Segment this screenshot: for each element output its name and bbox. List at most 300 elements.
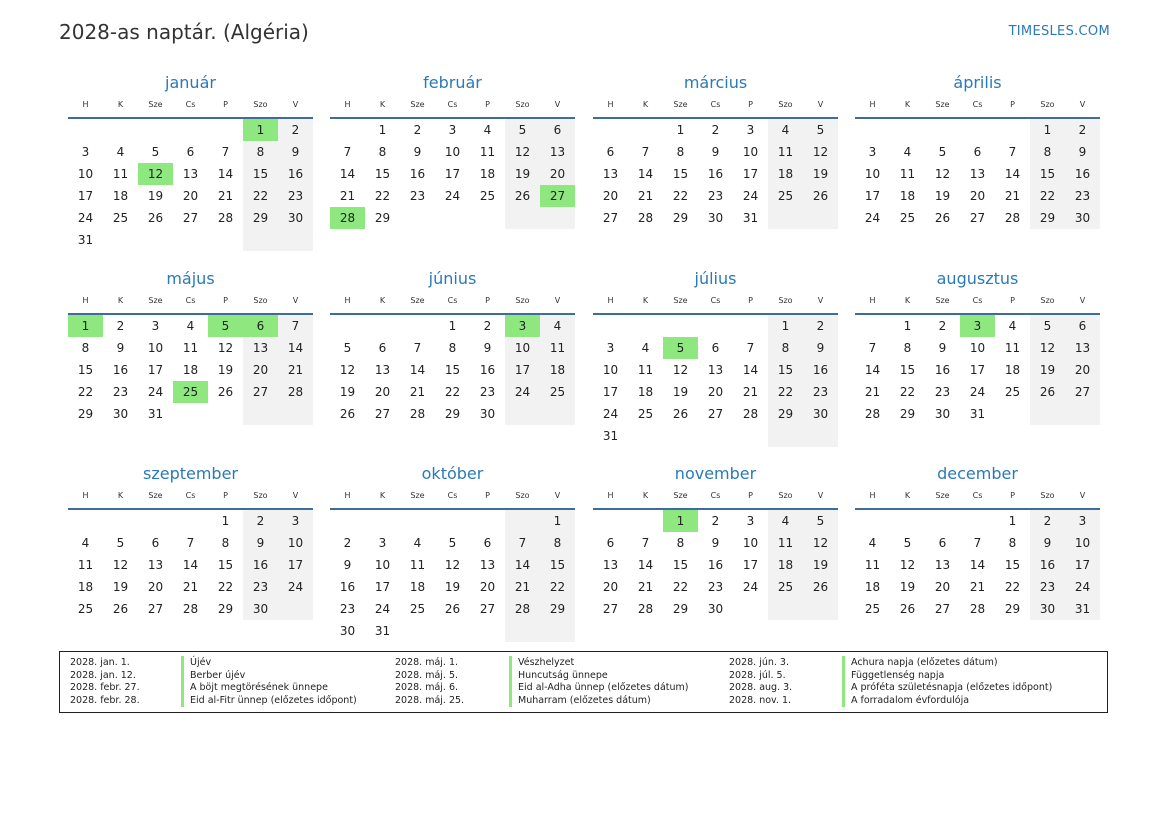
day-cell: 28: [637, 602, 654, 616]
day-cell: 13: [540, 141, 575, 163]
day-cell: 7: [413, 341, 422, 355]
day-cell: 24: [742, 580, 759, 594]
day-cell: 1: [243, 119, 278, 141]
weekday-label: V: [1079, 296, 1086, 305]
day-cell: 29: [217, 602, 234, 616]
empty-cell: [733, 425, 768, 447]
month-name: október: [421, 464, 484, 483]
day-cell: 26: [672, 407, 689, 421]
day-cell: 26: [112, 602, 129, 616]
legend-date: 2028. jan. 1.: [70, 657, 130, 668]
day-cell: 15: [672, 558, 689, 572]
weekday-label: Sze: [148, 100, 163, 109]
day-cell: 29: [1004, 602, 1021, 616]
day-cell: 28: [1004, 211, 1021, 225]
day-cell: 12: [934, 167, 951, 181]
day-cell: 5: [208, 315, 243, 337]
legend-date: 2028. aug. 3.: [729, 682, 793, 693]
day-cell: 30: [479, 407, 496, 421]
empty-cell: [628, 119, 663, 141]
weekday-label: Sze: [673, 491, 688, 500]
empty-cell: [733, 598, 768, 620]
weekday-label: H: [344, 296, 351, 305]
day-cell: 19: [803, 554, 838, 576]
day-cell: 2: [938, 319, 947, 333]
day-cell: 13: [602, 167, 619, 181]
weekday-header: [330, 489, 575, 503]
weekday-label: Cs: [185, 100, 196, 109]
legend-date: 2028. jan. 12.: [70, 669, 136, 681]
day-cell: 18: [540, 359, 575, 381]
day-cell: 1: [663, 510, 698, 532]
month-4: [68, 269, 313, 425]
day-cell: 16: [803, 359, 838, 381]
day-cell: 20: [374, 385, 391, 399]
day-cell: 9: [278, 141, 313, 163]
day-cell: 8: [1008, 536, 1017, 550]
day-cell: 19: [217, 363, 234, 377]
day-cell: 14: [505, 554, 540, 576]
day-cell: 29: [1030, 207, 1065, 229]
legend-date: 2028. máj. 5.: [395, 669, 459, 681]
day-cell: 3: [1065, 510, 1100, 532]
day-cell: 30: [1065, 207, 1100, 229]
day-cell: 5: [505, 119, 540, 141]
day-cell: 17: [1065, 554, 1100, 576]
day-cell: 21: [742, 385, 759, 399]
weekday-label: V: [817, 100, 824, 109]
weekday-label: K: [904, 491, 911, 500]
day-cell: 1: [68, 315, 103, 337]
day-cell: 15: [374, 167, 391, 181]
day-cell: 26: [505, 185, 540, 207]
day-cell: 20: [540, 163, 575, 185]
weekday-header: [68, 98, 313, 112]
weekday-label: K: [642, 491, 649, 500]
empty-cell: [365, 315, 400, 337]
day-cell: 27: [707, 407, 724, 421]
day-cell: 29: [444, 407, 461, 421]
day-cell: 12: [899, 558, 916, 572]
day-cell: 28: [217, 211, 234, 225]
weekday-label: Sze: [410, 296, 425, 305]
month-5: [330, 269, 575, 425]
day-cell: 24: [77, 211, 94, 225]
day-cell: 15: [77, 363, 94, 377]
day-cell: 11: [182, 341, 199, 355]
day-cell: 17: [742, 558, 759, 572]
day-cell: 4: [116, 145, 125, 159]
day-cell: 7: [221, 145, 230, 159]
weekday-label: K: [904, 100, 911, 109]
empty-cell: [698, 315, 733, 337]
legend-date: 2028. máj. 1.: [395, 657, 459, 668]
weekday-label: Szo: [515, 296, 530, 305]
empty-cell: [435, 510, 470, 532]
day-cell: 9: [243, 532, 278, 554]
day-cell: 5: [1030, 315, 1065, 337]
weekday-header: [855, 98, 1100, 112]
weekday-label: Cs: [447, 296, 458, 305]
day-cell: 22: [444, 385, 461, 399]
empty-cell: [890, 119, 925, 141]
day-cell: 15: [444, 363, 461, 377]
day-grid: [330, 315, 575, 425]
empty-cell: [173, 119, 208, 141]
weekday-header: [855, 294, 1100, 308]
day-cell: 28: [864, 407, 881, 421]
day-cell: 14: [217, 167, 234, 181]
empty-cell: [243, 403, 278, 425]
weekday-label: Cs: [710, 491, 721, 500]
day-cell: 15: [1004, 558, 1021, 572]
day-cell: 31: [602, 429, 619, 443]
day-cell: 28: [330, 207, 365, 229]
month-9: [330, 464, 575, 642]
day-cell: 22: [899, 385, 916, 399]
day-cell: 19: [147, 189, 164, 203]
day-cell: 28: [505, 598, 540, 620]
day-cell: 6: [378, 341, 387, 355]
day-cell: 27: [243, 381, 278, 403]
day-cell: 16: [278, 163, 313, 185]
empty-cell: [855, 119, 890, 141]
empty-cell: [540, 207, 575, 229]
day-cell: 4: [641, 341, 650, 355]
day-cell: 6: [186, 145, 195, 159]
day-cell: 5: [151, 145, 160, 159]
month-name: május: [166, 269, 215, 288]
day-cell: 26: [899, 602, 916, 616]
empty-cell: [540, 620, 575, 642]
empty-cell: [365, 510, 400, 532]
month-name: április: [953, 73, 1002, 92]
day-cell: 3: [278, 510, 313, 532]
weekday-label: V: [292, 100, 299, 109]
day-cell: 20: [934, 580, 951, 594]
day-cell: 4: [81, 536, 90, 550]
day-cell: 16: [934, 363, 951, 377]
day-cell: 23: [243, 576, 278, 598]
empty-cell: [505, 207, 540, 229]
day-cell: 4: [1008, 319, 1017, 333]
weekday-label: Sze: [935, 491, 950, 500]
day-cell: 22: [1030, 185, 1065, 207]
empty-cell: [663, 315, 698, 337]
month-name: június: [428, 269, 477, 288]
day-cell: 26: [217, 385, 234, 399]
legend-date: 2028. máj. 6.: [395, 682, 459, 693]
day-cell: 9: [116, 341, 125, 355]
day-cell: 28: [278, 381, 313, 403]
weekday-label: V: [292, 491, 299, 500]
empty-cell: [768, 598, 803, 620]
day-cell: 2: [278, 119, 313, 141]
day-cell: 21: [969, 580, 986, 594]
day-cell: 11: [768, 141, 803, 163]
day-cell: 17: [602, 385, 619, 399]
empty-cell: [733, 315, 768, 337]
day-cell: 18: [768, 163, 803, 185]
day-cell: 10: [742, 536, 759, 550]
day-cell: 7: [868, 341, 877, 355]
day-cell: 16: [409, 167, 426, 181]
day-cell: 23: [479, 385, 496, 399]
weekday-label: V: [554, 100, 561, 109]
day-cell: 12: [112, 558, 129, 572]
empty-cell: [208, 229, 243, 251]
day-cell: 6: [711, 341, 720, 355]
day-cell: 28: [742, 407, 759, 421]
empty-cell: [505, 510, 540, 532]
day-cell: 5: [448, 536, 457, 550]
weekday-label: V: [1079, 491, 1086, 500]
day-cell: 12: [1030, 337, 1065, 359]
weekday-label: Cs: [447, 491, 458, 500]
empty-cell: [173, 229, 208, 251]
day-cell: 14: [742, 363, 759, 377]
weekday-label: K: [117, 491, 124, 500]
legend-holiday-name: A forradalom évfordulója: [842, 694, 969, 707]
day-cell: 24: [278, 576, 313, 598]
empty-cell: [470, 510, 505, 532]
empty-cell: [400, 620, 435, 642]
weekday-label: P: [1010, 491, 1015, 500]
weekday-label: H: [344, 491, 351, 500]
day-cell: 1: [768, 315, 803, 337]
legend-holiday-name: Függetlenség napja: [842, 669, 944, 682]
day-cell: 6: [938, 536, 947, 550]
day-cell: 29: [374, 211, 391, 225]
empty-cell: [628, 510, 663, 532]
day-cell: 3: [960, 315, 995, 337]
day-cell: 13: [374, 363, 391, 377]
empty-cell: [68, 510, 103, 532]
day-cell: 25: [540, 381, 575, 403]
day-cell: 23: [707, 189, 724, 203]
day-cell: 4: [483, 123, 492, 137]
day-cell: 15: [768, 359, 803, 381]
day-cell: 7: [973, 536, 982, 550]
day-cell: 10: [374, 558, 391, 572]
day-cell: 17: [505, 359, 540, 381]
day-cell: 12: [444, 558, 461, 572]
empty-cell: [1065, 403, 1100, 425]
day-cell: 31: [374, 624, 391, 638]
day-cell: 1: [448, 319, 457, 333]
month-name: augusztus: [936, 269, 1019, 288]
day-cell: 5: [938, 145, 947, 159]
day-cell: 18: [768, 554, 803, 576]
empty-cell: [278, 403, 313, 425]
empty-cell: [330, 510, 365, 532]
empty-cell: [593, 119, 628, 141]
day-cell: 22: [243, 185, 278, 207]
weekday-label: H: [869, 296, 876, 305]
day-cell: 12: [672, 363, 689, 377]
empty-cell: [435, 207, 470, 229]
empty-cell: [400, 315, 435, 337]
weekday-label: P: [1010, 296, 1015, 305]
day-cell: 31: [742, 211, 759, 225]
weekday-header: [330, 98, 575, 112]
empty-cell: [925, 119, 960, 141]
weekday-label: K: [642, 100, 649, 109]
day-cell: 30: [707, 211, 724, 225]
day-cell: 3: [606, 341, 615, 355]
month-name: február: [423, 73, 482, 92]
empty-cell: [925, 510, 960, 532]
weekday-label: Szo: [1040, 491, 1055, 500]
day-cell: 10: [77, 167, 94, 181]
day-cell: 29: [77, 407, 94, 421]
day-cell: 12: [217, 341, 234, 355]
day-cell: 4: [540, 315, 575, 337]
day-cell: 18: [77, 580, 94, 594]
month-11: [855, 464, 1100, 620]
empty-cell: [855, 315, 890, 337]
day-cell: 22: [768, 381, 803, 403]
day-cell: 13: [182, 167, 199, 181]
day-cell: 8: [676, 536, 685, 550]
weekday-label: Cs: [447, 100, 458, 109]
day-cell: 24: [374, 602, 391, 616]
day-cell: 22: [540, 576, 575, 598]
day-cell: 1: [378, 123, 387, 137]
day-cell: 16: [243, 554, 278, 576]
day-cell: 7: [641, 145, 650, 159]
day-cell: 7: [278, 315, 313, 337]
day-cell: 18: [1004, 363, 1021, 377]
day-cell: 2: [711, 123, 720, 137]
day-cell: 3: [868, 145, 877, 159]
day-cell: 17: [969, 363, 986, 377]
weekday-label: H: [82, 491, 89, 500]
day-cell: 25: [173, 381, 208, 403]
day-grid: [68, 510, 313, 620]
day-cell: 10: [602, 363, 619, 377]
day-cell: 18: [182, 363, 199, 377]
day-cell: 9: [1030, 532, 1065, 554]
month-1: [330, 73, 575, 229]
weekday-label: P: [223, 491, 228, 500]
empty-cell: [435, 620, 470, 642]
day-cell: 23: [112, 385, 129, 399]
day-cell: 7: [343, 145, 352, 159]
legend-holiday-name: A próféta születésnapja (előzetes időpont): [842, 681, 1052, 694]
month-name: november: [674, 464, 757, 483]
day-cell: 2: [243, 510, 278, 532]
day-cell: 7: [1008, 145, 1017, 159]
day-cell: 27: [969, 211, 986, 225]
day-cell: 10: [278, 532, 313, 554]
day-cell: 4: [903, 145, 912, 159]
day-cell: 6: [151, 536, 160, 550]
weekday-label: Cs: [710, 296, 721, 305]
day-cell: 9: [803, 337, 838, 359]
day-cell: 14: [1004, 167, 1021, 181]
empty-cell: [138, 119, 173, 141]
day-cell: 8: [448, 341, 457, 355]
empty-cell: [628, 315, 663, 337]
day-cell: 27: [479, 602, 496, 616]
day-cell: 21: [339, 189, 356, 203]
day-cell: 6: [243, 315, 278, 337]
day-cell: 8: [378, 145, 387, 159]
day-cell: 27: [934, 602, 951, 616]
empty-cell: [173, 403, 208, 425]
day-cell: 20: [602, 580, 619, 594]
day-cell: 10: [864, 167, 881, 181]
day-cell: 16: [479, 363, 496, 377]
day-cell: 21: [278, 359, 313, 381]
weekday-label: Szo: [253, 100, 268, 109]
day-cell: 25: [637, 407, 654, 421]
weekday-label: K: [904, 296, 911, 305]
weekday-header: [593, 489, 838, 503]
day-cell: 27: [602, 211, 619, 225]
day-cell: 21: [637, 580, 654, 594]
day-cell: 30: [934, 407, 951, 421]
day-cell: 26: [444, 602, 461, 616]
day-cell: 13: [602, 558, 619, 572]
weekday-label: Cs: [972, 100, 983, 109]
day-cell: 30: [278, 207, 313, 229]
empty-cell: [593, 510, 628, 532]
day-cell: 27: [1065, 381, 1100, 403]
day-cell: 25: [899, 211, 916, 225]
weekday-label: Sze: [148, 491, 163, 500]
day-cell: 19: [672, 385, 689, 399]
day-cell: 27: [602, 602, 619, 616]
weekday-label: Szo: [253, 491, 268, 500]
weekday-label: H: [607, 100, 614, 109]
empty-cell: [593, 315, 628, 337]
day-cell: 12: [803, 532, 838, 554]
legend-date: 2028. febr. 28.: [70, 694, 140, 706]
weekday-label: P: [223, 100, 228, 109]
empty-cell: [173, 510, 208, 532]
day-cell: 13: [243, 337, 278, 359]
empty-cell: [505, 403, 540, 425]
weekday-header: [855, 489, 1100, 503]
day-cell: 30: [112, 407, 129, 421]
day-cell: 8: [243, 141, 278, 163]
empty-cell: [278, 598, 313, 620]
empty-cell: [995, 403, 1030, 425]
empty-cell: [103, 510, 138, 532]
day-cell: 14: [182, 558, 199, 572]
month-8: [68, 464, 313, 620]
month-7: [855, 269, 1100, 425]
day-cell: 29: [243, 207, 278, 229]
day-cell: 1: [1008, 514, 1017, 528]
day-cell: 21: [217, 189, 234, 203]
weekday-label: V: [554, 296, 561, 305]
day-cell: 17: [278, 554, 313, 576]
day-cell: 3: [151, 319, 160, 333]
day-cell: 21: [637, 189, 654, 203]
day-cell: 17: [77, 189, 94, 203]
day-cell: 13: [934, 558, 951, 572]
day-cell: 9: [413, 145, 422, 159]
empty-cell: [330, 119, 365, 141]
site-link[interactable]: TIMESLES.COM: [1008, 24, 1110, 39]
empty-cell: [103, 229, 138, 251]
weekday-label: P: [485, 100, 490, 109]
empty-cell: [138, 510, 173, 532]
day-cell: 14: [278, 337, 313, 359]
